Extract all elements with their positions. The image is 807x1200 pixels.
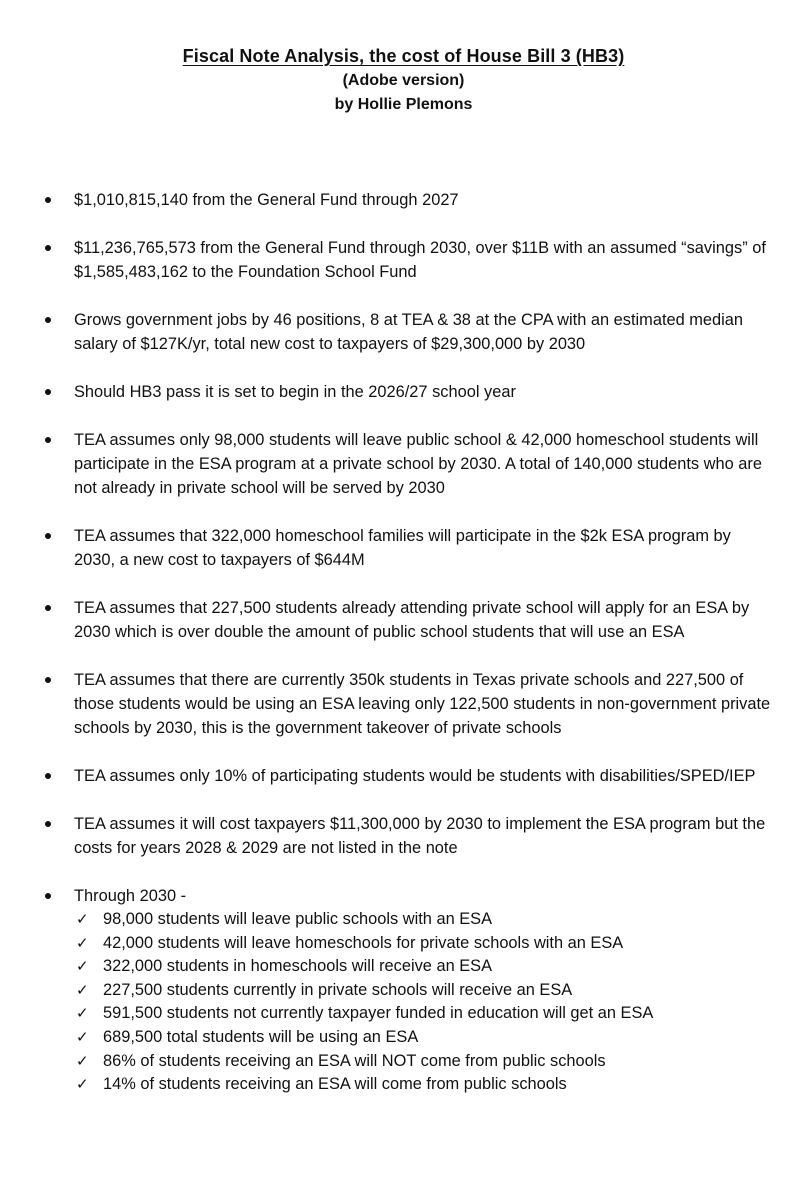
checklist-item-text: 591,500 students not currently taxpayer funded in education will get an ESA	[103, 1004, 654, 1023]
bullet-text: Should HB3 pass it is set to begin in the 2026/27 school year	[74, 383, 516, 401]
checklist-item-text: 86% of students receiving an ESA will NOT come from public schools	[103, 1051, 606, 1070]
summary-label: Through 2030 -	[74, 887, 187, 905]
summary-bullet	[44, 884, 774, 1097]
checklist-item	[74, 908, 774, 932]
bullet-list	[44, 188, 774, 1121]
bullet-text: TEA assumes that there are currently 350k students in Texas private schools and 227,500 of those students would be using an ESA leaving only 122,500 students in non-government private schools by 2030, this is the government takeover of private schools	[74, 671, 771, 737]
checkmark-icon: ✓	[76, 980, 89, 999]
bullet-item	[44, 308, 774, 356]
checkmark-icon: ✓	[76, 1027, 89, 1046]
bullet-dot-icon	[45, 605, 51, 611]
bullet-text: TEA assumes it will cost taxpayers $11,300,000 by 2030 to implement the ESA program but the costs for years 2028 & 2029 are not listed in the note	[74, 815, 766, 857]
checklist-item	[74, 955, 774, 979]
checklist-item	[74, 979, 774, 1003]
bullet-item	[44, 764, 774, 788]
bullet-dot-icon	[45, 317, 51, 323]
bullet-dot-icon	[45, 773, 51, 779]
checkmark-icon: ✓	[76, 933, 89, 952]
bullet-item	[44, 380, 774, 404]
bullet-dot-icon	[45, 389, 51, 395]
checklist-item	[74, 1026, 774, 1050]
checklist-item-text: 14% of students receiving an ESA will come from public schools	[103, 1075, 567, 1094]
checklist	[74, 908, 774, 1097]
bullet-dot-icon	[45, 677, 51, 683]
bullet-text: TEA assumes that 322,000 homeschool families will participate in the $2k ESA program by 2030, a new cost to taxpayers of $644M	[74, 527, 731, 569]
checklist-item	[74, 1002, 774, 1026]
bullet-text: $11,236,765,573 from the General Fund through 2030, over $11B with an assumed “savings” of $1,585,483,162 to the Foundation School Fund	[74, 239, 766, 281]
document-header	[0, 46, 807, 115]
checklist-item	[74, 1050, 774, 1074]
bullet-dot-icon	[45, 821, 51, 827]
checkmark-icon: ✓	[76, 910, 89, 928]
checkmark-icon: ✓	[76, 1051, 89, 1070]
bullet-text: $1,010,815,140 from the General Fund through 2027	[74, 191, 459, 209]
bullet-text: Grows government jobs by 46 positions, 8 at TEA & 38 at the CPA with an estimated median salary of $127K/yr, total new cost to taxpayers of $29,300,000 by 2030	[74, 311, 744, 353]
bullet-text: TEA assumes only 10% of participating students would be students with disabilities/SPED/IEP	[74, 767, 756, 785]
bullet-item	[44, 188, 774, 212]
bullet-dot-icon	[45, 197, 51, 203]
checkmark-icon: ✓	[76, 957, 89, 976]
checkmark-icon: ✓	[76, 1004, 89, 1023]
checklist-item	[74, 1073, 774, 1097]
bullet-item	[44, 236, 774, 284]
checklist-item-text: 42,000 students will leave homeschools for private schools with an ESA	[103, 933, 624, 952]
checklist-item-text: 322,000 students in homeschools will receive an ESA	[103, 957, 493, 976]
document-title: Fiscal Note Analysis, the cost of House Bill 3 (HB3)	[182, 46, 625, 66]
bullet-text: TEA assumes only 98,000 students will leave public school & 42,000 homeschool students will participate in the ESA program at a private school by 2030. A total of 140,000 students who are not already in private school will be served by 2030	[74, 431, 762, 497]
checklist-item-text: 98,000 students will leave public schools with an ESA	[103, 910, 493, 928]
checklist-item-text: 227,500 students currently in private schools will receive an ESA	[103, 980, 573, 999]
checklist-item	[74, 932, 774, 956]
bullet-dot-icon	[45, 533, 51, 539]
checklist-item-text: 689,500 total students will be using an ESA	[103, 1027, 419, 1046]
bullet-item	[44, 524, 774, 572]
bullet-dot-icon	[45, 245, 51, 251]
checkmark-icon: ✓	[76, 1075, 89, 1094]
bullet-item	[44, 596, 774, 644]
bullet-item	[44, 428, 774, 500]
bullet-text: TEA assumes that 227,500 students already attending private school will apply for an ESA by 2030 which is over double the amount of public school students that will use an ESA	[74, 599, 750, 641]
bullet-item	[44, 812, 774, 860]
bullet-dot-icon	[45, 893, 51, 899]
document-subtitle: (Adobe version)	[342, 72, 465, 89]
document-author: by Hollie Plemons	[334, 96, 473, 113]
bullet-item	[44, 668, 774, 740]
bullet-dot-icon	[45, 437, 51, 443]
